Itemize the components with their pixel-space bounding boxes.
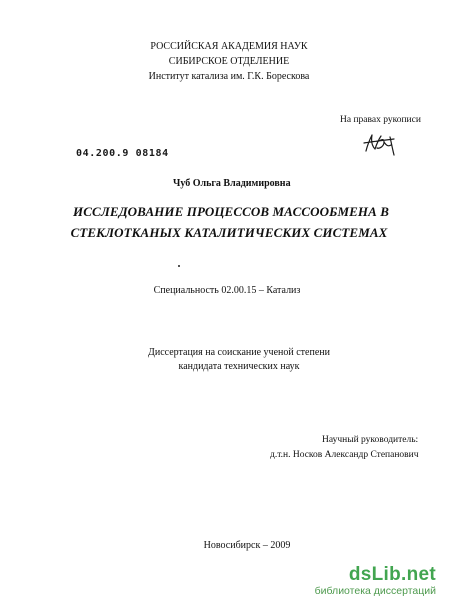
institute-name: Институт катализа им. Г.К. Борескова [148, 71, 310, 82]
dissertation-line-1: Диссертация на соискание ученой степени [148, 347, 330, 358]
advisor-label: Научный руководитель: [322, 435, 419, 445]
manuscript-note: На правах рукописи [340, 115, 421, 125]
watermark-logo[interactable]: dsLib.net [348, 564, 436, 585]
handwritten-signature [360, 129, 400, 159]
title-line-1: ИССЛЕДОВАНИЕ ПРОЦЕССОВ МАССООБМЕНА В [73, 204, 389, 219]
archive-stamp: 04.200.9 08184 [76, 148, 169, 159]
speck [178, 265, 180, 267]
city-year: Новосибирск – 2009 [203, 540, 291, 551]
specialty: Специальность 02.00.15 – Катализ [153, 285, 301, 296]
title-line-2: СТЕКЛОТКАНЫХ КАТАЛИТИЧЕСКИХ СИСТЕМАХ [70, 225, 388, 240]
watermark[interactable] [315, 565, 436, 597]
author-name: Чуб Ольга Владимировна [173, 178, 291, 189]
academy-name: РОССИЙСКАЯ АКАДЕМИЯ НАУК [150, 41, 308, 52]
branch-name: СИБИРСКОЕ ОТДЕЛЕНИЕ [168, 56, 290, 67]
watermark-subtitle: библиотека диссертаций [314, 585, 436, 597]
dissertation-line-2: кандидата технических наук [178, 361, 300, 372]
advisor-name: д.т.н. Носков Александр Степанович [270, 450, 419, 460]
